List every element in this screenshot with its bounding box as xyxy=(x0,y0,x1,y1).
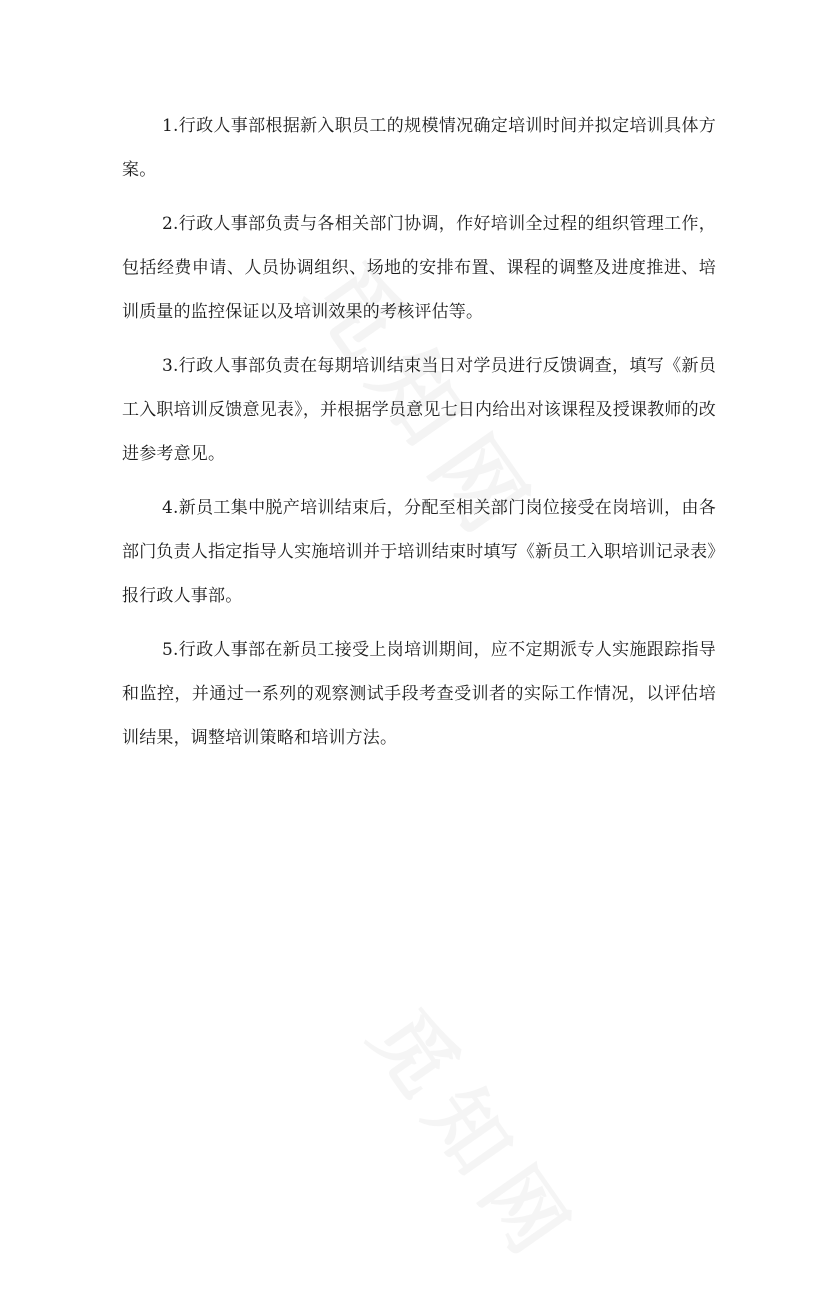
paragraph-5: 5.行政人事部在新员工接受上岗培训期间，应不定期派专人实施跟踪指导和监控，并通过一系列的观察测试手段考查受训者的实际工作情况，以评估培训结果，调整培训策略和培训方法。 xyxy=(122,640,716,748)
paragraph-2: 2.行政人事部负责与各相关部门协调，作好培训全过程的组织管理工作，包括经费申请、人员协调组织、场地的安排布置、课程的调整及进度推进、培训质量的监控保证以及培训效果的考核评估等。 xyxy=(122,214,716,322)
watermark-bottom xyxy=(345,983,615,1297)
paragraph-1: 1.行政人事部根据新入职员工的规模情况确定培训时间并拟定培训具体方案。 xyxy=(122,116,716,180)
paragraph-4: 4.新员工集中脱产培训结束后，分配至相关部门岗位接受在岗培训，由各部门负责人指定指导人实施培训并于培训结束时填写《新员工入职培训记录表》报行政人事部。 xyxy=(122,498,716,606)
document-body xyxy=(122,104,716,770)
paragraph-3: 3.行政人事部负责在每期培训结束当日对学员进行反馈调查，填写《新员工入职培训反馈意见表》，并根据学员意见七日内给出对该课程及授课教师的改进参考意见。 xyxy=(122,356,716,464)
